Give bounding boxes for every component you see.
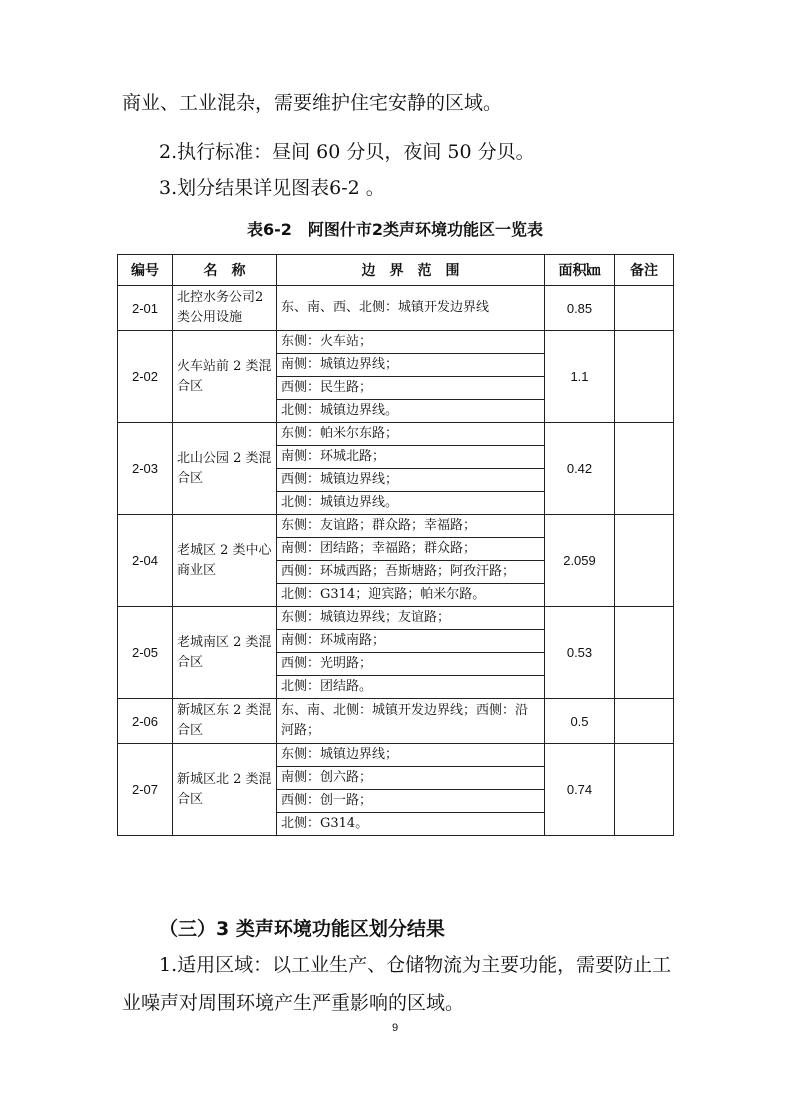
zone-area: 0.42 [545,423,615,515]
paragraph-1: 商业、工业混杂，需要维护住宅安静的区域。 [122,92,503,114]
zone-note [615,744,674,836]
paragraph-result: 3.划分结果详见图表6-2 。 [159,177,385,199]
zone-boundary: 东侧：友谊路；群众路；幸福路； [277,515,545,538]
table-row [118,286,674,331]
paragraph-applicable-cont: 业噪声对周围环境产生严重影响的区域。 [122,992,465,1014]
zone-boundary: 南侧：环城北路； [277,446,545,469]
zone-boundary: 南侧：城镇边界线； [277,354,545,377]
zone-name: 老城南区 2 类混合区 [173,607,277,699]
zone-boundary: 东侧：城镇边界线； [277,744,545,767]
zone-name: 新城区东 2 类混合区 [173,699,277,744]
zone-area: 1.1 [545,331,615,423]
table-row [118,607,674,630]
header-name: 名 称 [173,255,277,286]
zone-boundary: 东侧：帕米尔东路； [277,423,545,446]
zone-name: 火车站前 2 类混合区 [173,331,277,423]
zone-boundary: 北侧：团结路。 [277,676,545,699]
zone-boundary: 北侧：G314。 [277,813,545,836]
zone-boundary: 东、南、西、北侧：城镇开发边界线 [277,286,545,331]
table-row [118,515,674,538]
zone-boundary: 北侧：城镇边界线。 [277,400,545,423]
zone-boundary: 西侧：环城西路；吾斯塘路；阿孜汗路； [277,561,545,584]
zone-note [615,699,674,744]
header-code: 编号 [118,255,173,286]
zone-boundary: 西侧：光明路； [277,653,545,676]
zone-area: 0.85 [545,286,615,331]
zone-name: 北山公园 2 类混合区 [173,423,277,515]
table-row [118,744,674,767]
zone-boundary: 西侧：创一路； [277,790,545,813]
zone-note [615,423,674,515]
zone-area: 0.5 [545,699,615,744]
zone-code: 2-06 [118,699,173,744]
zone-code: 2-07 [118,744,173,836]
table-row [118,699,674,744]
zone-boundary: 西侧：城镇边界线； [277,469,545,492]
zone-boundary: 南侧：团结路；幸福路；群众路； [277,538,545,561]
zone-code: 2-04 [118,515,173,607]
paragraph-applicable: 1.适用区域：以工业生产、仓储物流为主要功能，需要防止工 [159,954,672,976]
page-number: 9 [391,1022,399,1034]
zone-boundary: 北侧：G314；迎宾路；帕米尔路。 [277,584,545,607]
zone-boundary: 东、南、北侧：城镇开发边界线；西侧：沿河路； [277,699,545,744]
zone-boundary: 东侧：城镇边界线；友谊路； [277,607,545,630]
header-boundary: 边 界 范 围 [277,255,545,286]
table-caption: 表6-2 阿图什市2类声环境功能区一览表 [246,220,544,239]
section-title: （三）3 类声环境功能区划分结果 [159,918,445,940]
table-header-row [118,255,674,286]
zone-boundary: 西侧：民生路； [277,377,545,400]
zone-code: 2-05 [118,607,173,699]
header-area: 面积㎞ [545,255,615,286]
zone-name: 北控水务公司2 类公用设施 [173,286,277,331]
zone-note [615,286,674,331]
table-row [118,423,674,446]
zone-code: 2-03 [118,423,173,515]
zone-name: 新城区北 2 类混合区 [173,744,277,836]
zone-boundary: 北侧：城镇边界线。 [277,492,545,515]
zone-area: 2.059 [545,515,615,607]
zone-boundary: 南侧：环城南路； [277,630,545,653]
zone-table [117,254,674,836]
zone-note [615,515,674,607]
zone-note [615,331,674,423]
paragraph-standard: 2.执行标准：昼间 60 分贝，夜间 50 分贝。 [159,141,535,163]
zone-note [615,607,674,699]
zone-code: 2-02 [118,331,173,423]
zone-boundary: 东侧：火车站； [277,331,545,354]
zone-boundary: 南侧：创六路； [277,767,545,790]
table-row [118,331,674,354]
header-note: 备注 [615,255,674,286]
zone-name: 老城区 2 类中心商业区 [173,515,277,607]
zone-area: 0.74 [545,744,615,836]
zone-code: 2-01 [118,286,173,331]
zone-area: 0.53 [545,607,615,699]
